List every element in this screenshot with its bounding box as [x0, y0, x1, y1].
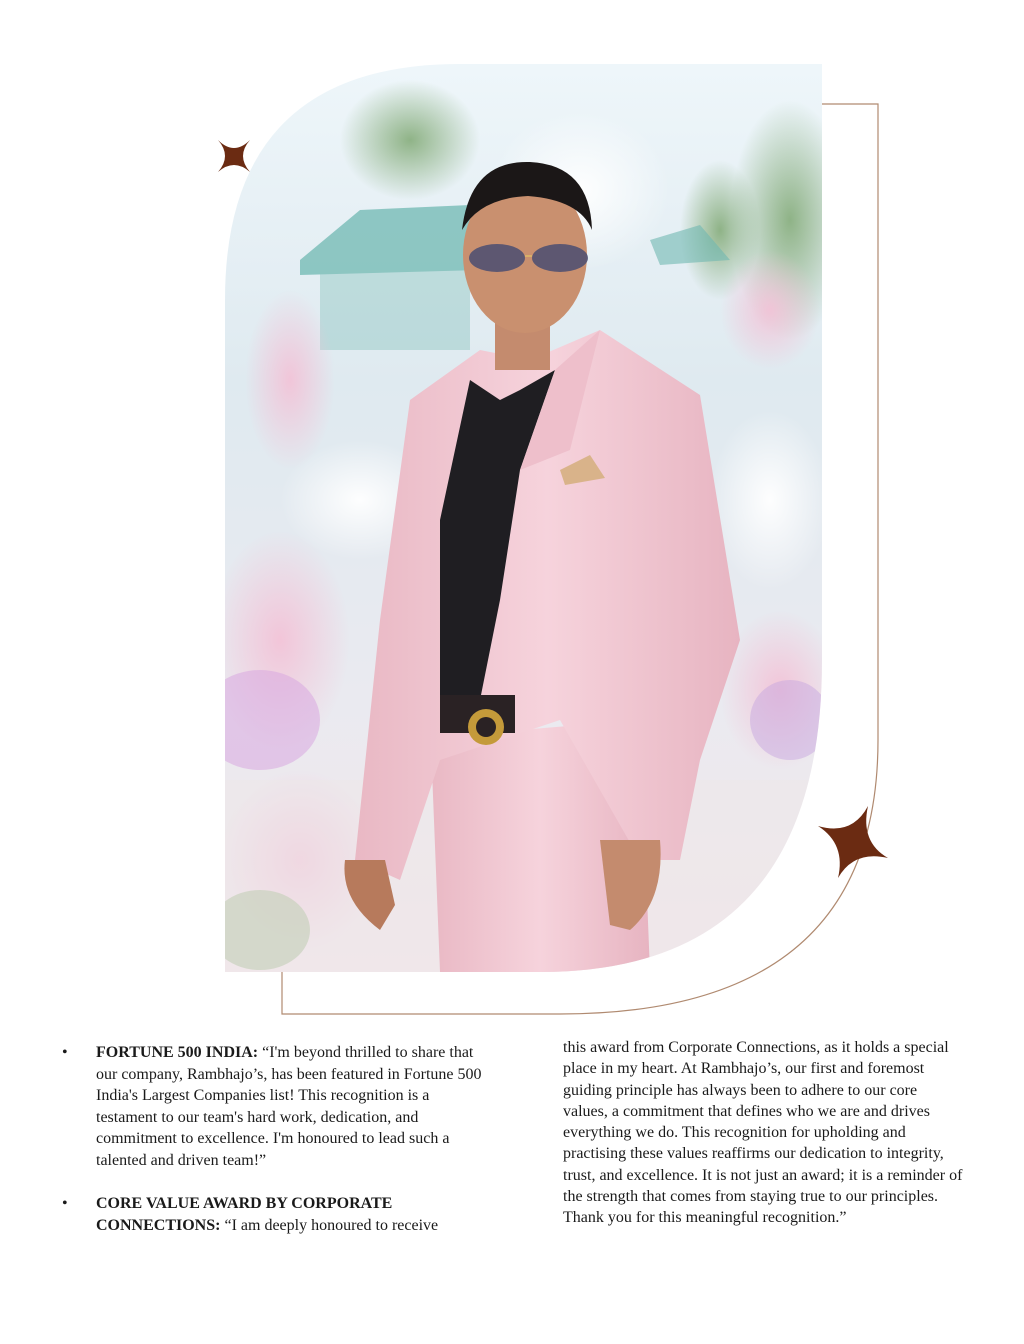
bullet-body: “I'm beyond thrilled to share that our company, Rambhajo’s, has been featured in Fortune 500 India's Largest Companies list! This recognition is a testament to our team's hard work, dedication, and commitment to excellence. I'm honoured to lead such a talented and driven team!” [96, 1044, 482, 1169]
star-icon [818, 806, 888, 878]
portrait-photo [200, 64, 850, 980]
bullet-marker: • [62, 1044, 68, 1061]
list-item [62, 1042, 492, 1171]
star-icon [218, 140, 250, 172]
bullet-body: “I am deeply honoured to receive [220, 1216, 439, 1234]
bullet-text [96, 1193, 492, 1236]
left-text-column [62, 1042, 492, 1258]
bullet-text [96, 1042, 492, 1171]
bullet-marker: • [62, 1195, 68, 1212]
right-text-column [563, 1037, 963, 1229]
bullet-heading: CORE VALUE AWARD BY CORPORATE CONNECTIONS: [96, 1195, 393, 1234]
list-item [62, 1193, 492, 1236]
bullet-heading: FORTUNE 500 INDIA: [96, 1044, 259, 1061]
continuation-paragraph: this award from Corporate Connections, as it holds a special place in my heart. At Rambhajo’s, our first and foremost guiding principle has always been to adhere to our core values, a commitment that defines who we are and drives everything we do. This recognition for upholding and practising these values reaffirms our dedication to integrity, trust, and excellence. It is not just an award; it is a reminder of the strength that comes from staying true to our principles. Thank you for this meaningful recognition.” [563, 1039, 963, 1227]
